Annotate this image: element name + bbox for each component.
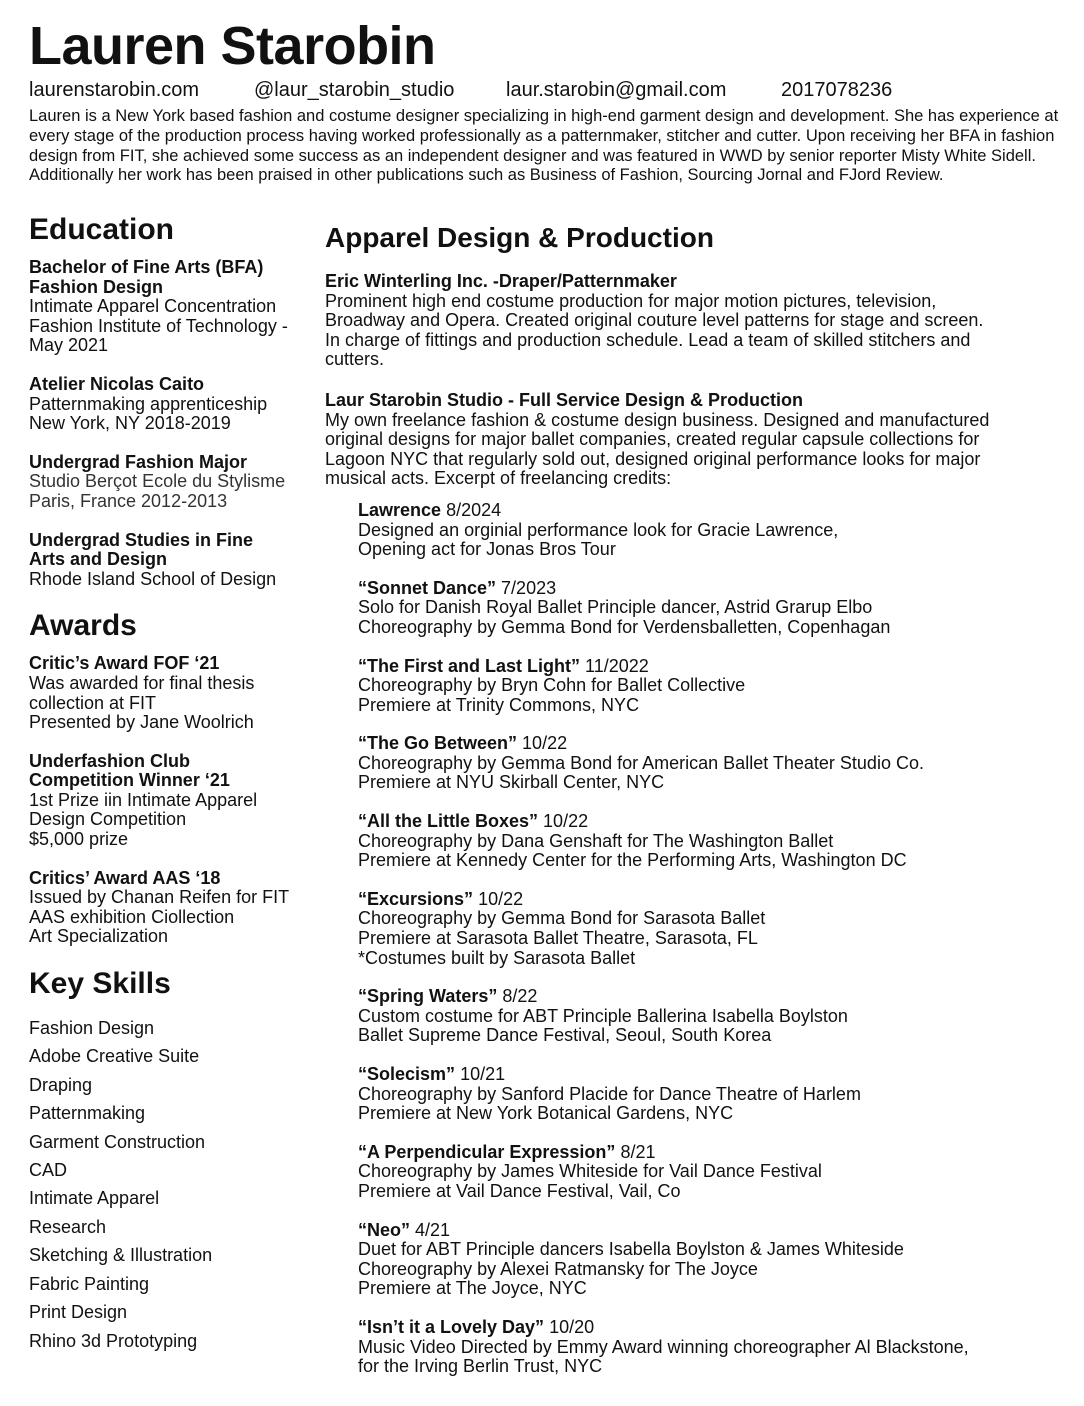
skills-heading: Key Skills [29,967,171,1001]
education-title: Undergrad Fashion Major [29,451,248,472]
award-entry [29,654,319,732]
credit-entry [358,1318,1065,1377]
credit-date: 10/22 [543,811,589,832]
job-title: Laur Starobin Studio - Full Service Design & Production [325,389,804,410]
credit-details: Choreography by Dana Genshaft for The Washington Ballet Premiere at Kennedy Center for the Performing Arts, Washington DC [358,830,907,871]
education-heading: Education [29,213,175,246]
job-entry [325,391,1065,489]
credit-entry [358,1143,1065,1202]
credit-entry [358,1065,1065,1124]
credit-title: “All the Little Boxes” [358,811,539,832]
credit-title: “Excursions” [358,888,474,909]
skill-item: Intimate Apparel [29,1188,160,1209]
award-details: Issued by Chanan Reifen for FIT AAS exhibition Ciollection Art Specialization [29,887,290,947]
credit-details: Choreography by Sanford Placide for Dance Theatre of Harlem Premiere at New York Botanical Gardens, NYC [358,1083,861,1124]
credit-entry [358,734,1065,793]
credit-title: Lawrence [358,499,442,520]
awards-list [29,654,319,947]
education-details: Intimate Apparel Concentration Fashion Institute of Technology - May 2021 [29,296,288,356]
skill-item: Adobe Creative Suite [29,1046,200,1067]
credits-list [358,501,1065,1377]
credit-title: “A Perpendicular Expression” [358,1141,616,1162]
skill-item: Draping [29,1074,93,1095]
education-list [29,258,319,589]
email-link[interactable]: laur.starobin@gmail.com [506,79,727,101]
credit-details: Duet for ABT Principle dancers Isabella Boylston & James Whiteside Choreography by Alexei Ratmansky for The Joyce Premiere at The Joyce, NYC [358,1239,904,1299]
credit-title: “Sonnet Dance” [358,577,497,598]
award-entry [29,869,319,947]
credit-details: Choreography by Gemma Bond for Sarasota Ballet Premiere at Sarasota Ballet Theatre, Sarasota, FL *Costumes built by Sarasota Ballet [358,908,766,968]
skill-item: Print Design [29,1302,128,1323]
job-title: Eric Winterling Inc. -Draper/Patternmaker [325,271,677,291]
credit-details: Custom costume for ABT Principle Ballerina Isabella Boylston Ballet Supreme Dance Festival, Seoul, South Korea [358,1005,848,1046]
credit-entry [358,579,1065,638]
credit-date: 11/2022 [585,655,649,676]
credit-title: “The Go Between” [358,733,518,754]
skill-item: CAD [29,1160,68,1181]
credit-details: Choreography by Gemma Bond for American Ballet Theater Studio Co. Premiere at NYU Skirball Center, NYC [358,752,924,793]
credit-entry [358,987,1065,1046]
credit-title: “The First and Last Light” [358,655,581,676]
skills-list [29,1014,319,1355]
job-details: Prominent high end costume production for major motion pictures, television, Broadway and Opera. Created original couture level patterns for stage and screen. In charge of fittings and production schedule. Lead a team of skilled stitchers and cutters. [325,290,984,370]
credit-date: 8/2024 [446,499,502,520]
skill-item: Garment Construction [29,1131,206,1152]
education-details: Studio Berçot Ecole du Stylisme Paris, France 2012-2013 [29,471,286,511]
credit-entry [358,1221,1065,1299]
credit-title: “Neo” [358,1219,411,1240]
credit-details: Choreography by Bryn Cohn for Ballet Collective Premiere at Trinity Commons, NYC [358,675,746,715]
awards-heading: Awards [29,609,137,643]
education-entry [29,531,319,590]
award-details: Was awarded for final thesis collection at FIT Presented by Jane Woolrich [29,672,255,733]
credit-entry [358,657,1065,716]
skill-item: Rhino 3d Prototyping [29,1330,198,1351]
award-title: Underfashion Club Competition Winner ‘21 [29,750,230,791]
credit-title: “Isn’t it a Lovely Day” [358,1316,545,1337]
education-details: Rhode Island School of Design [29,568,277,589]
award-title: Critic’s Award FOF ‘21 [29,653,220,674]
credit-date: 8/21 [620,1141,656,1162]
credit-details: Solo for Danish Royal Ballet Principle dancer, Astrid Grarup Elbo Choreography by Gemma Bond for Verdensballetten, Copenhagan [358,597,891,637]
skill-item: Fabric Painting [29,1273,150,1294]
right-column [325,220,1065,1396]
skill-item: Fashion Design [29,1018,155,1039]
credit-title: “Solecism” [358,1064,456,1084]
job-details: My own freelance fashion & costume design business. Designed and manufactured original designs for major ballet companies, created regular capsule collections for Lagoon NYC that regularly sold out, designed original performance looks for major musical acts. Excerpt of freelancing credits: [325,409,990,489]
credit-date: 10/22 [478,888,524,909]
credit-details: Designed an orginial performance look for Gracie Lawrence, Opening act for Jonas Bros Tour [358,519,839,560]
education-entry [29,258,319,356]
left-column [29,212,319,1355]
credit-date: 8/22 [502,986,538,1007]
credit-details: Music Video Directed by Emmy Award winning choreographer Al Blackstone, for the Irving Berlin Trust, NYC [358,1336,969,1377]
credit-details: Choreography by James Whiteside for Vail Dance Festival Premiere at Vail Dance Festival, Vail, Co [358,1161,822,1201]
education-entry [29,453,319,512]
credit-title: “Spring Waters” [358,986,498,1007]
resume-name: Lauren Starobin [29,16,436,76]
skill-item: Research [29,1216,107,1237]
credit-date: 7/2023 [501,577,557,598]
apparel-heading: Apparel Design & Production [325,222,714,253]
education-title: Undergrad Studies in Fine Arts and Design [29,529,254,570]
phone-number: 2017078236 [781,79,893,101]
website-link[interactable]: laurenstarobin.com [29,79,200,101]
credit-date: 10/21 [460,1064,506,1084]
credit-date: 4/21 [415,1219,451,1240]
education-title: Bachelor of Fine Arts (BFA) Fashion Design [29,257,264,297]
credit-date: 10/20 [549,1316,595,1337]
skill-item: Sketching & Illustration [29,1245,213,1266]
credit-date: 10/22 [522,733,568,754]
instagram-handle[interactable]: @laur_starobin_studio [254,79,455,101]
education-details: Patternmaking apprenticeship New York, NY 2018-2019 [29,393,268,434]
bio-paragraph: Lauren is a New York based fashion and costume designer specializing in high-end garment design and development. She has experience at every stage of the production process having worked professionally as a patternmaker, stitcher and cutter. Upon receiving her BFA in fashion design from FIT, she achieved some success as an independent designer and was featured in WWD by senior reporter Misty White Sidell. Additionally her work has been praised in other publications such as Business of Fashion, Sourcing Jornal and FJord Review. [29,107,1059,185]
job-entry [325,272,1065,370]
award-title: Critics’ Award AAS ‘18 [29,867,221,888]
credit-entry [358,890,1065,968]
education-title: Atelier Nicolas Caito [29,373,205,394]
award-entry [29,752,319,850]
education-entry [29,375,319,434]
award-details: 1st Prize iin Intimate Apparel Design Competition $5,000 prize [29,789,258,850]
credit-entry [358,812,1065,871]
skill-item: Patternmaking [29,1103,146,1124]
credit-entry [358,501,1065,560]
